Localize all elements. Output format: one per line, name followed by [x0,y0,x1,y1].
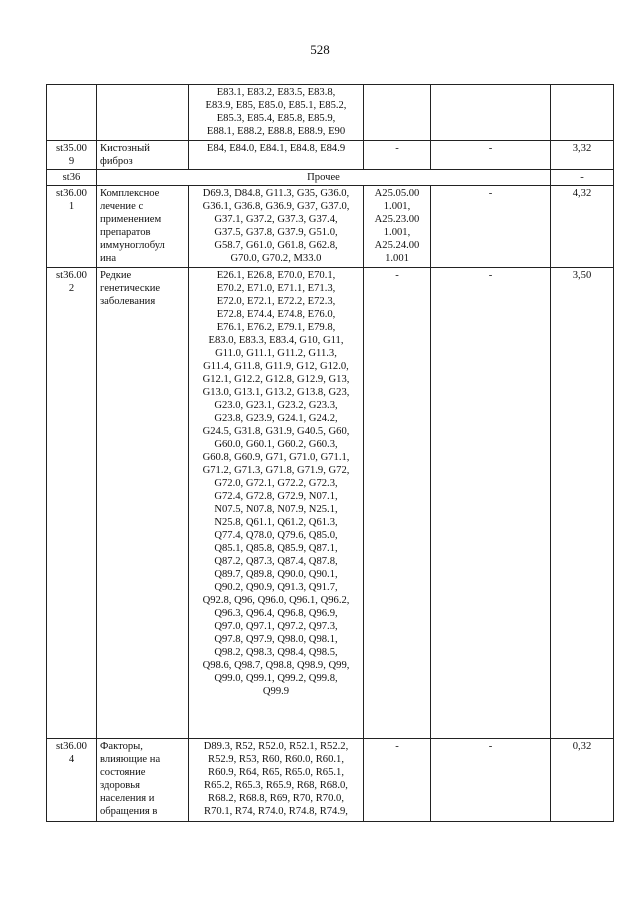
icd-codes-cell: D89.3, R52, R52.0, R52.1, R52.2, R52.9, R53, R60, R60.0, R60.1, R60.9, R64, R65, R65.0, R65.1, R65.2, R65.3, R65.9, R68, R68.0, R68.2, R68.8, R69, R70, R70.0, R70.1, R74, R74.0, R74.8, R74.9, [189,739,364,822]
coefficient-cell: 4,32 [551,186,614,268]
table-row [47,268,614,739]
table-row [47,739,614,822]
coefficient-cell: 0,32 [551,739,614,822]
coefficient-cell: 3,32 [551,141,614,170]
group-name-cell: Факторы, влияющие на состояние здоровья населения и обращения в [97,739,189,822]
coefficient-cell: - [551,170,614,186]
tariff-table [46,84,614,822]
additional-criteria-cell: - [431,141,551,170]
table-row [47,186,614,268]
additional-criteria-cell: - [431,186,551,268]
profile-code-cell: st36 [47,170,97,186]
group-name-cell: Комплексное лечение с применением препаратов иммуноглобул ина [97,186,189,268]
additional-criteria-cell [431,85,551,141]
page-number: 528 [310,42,330,57]
table-row [47,141,614,170]
service-code-cell: - [364,268,431,739]
service-code-cell: A25.05.00 1.001, A25.23.00 1.001, A25.24.00 1.001 [364,186,431,268]
group-code-cell: st35.00 9 [47,141,97,170]
icd-codes-cell: E83.1, E83.2, E83.5, E83.8, E83.9, E85, E85.0, E85.1, E85.2, E85.3, E85.4, E85.8, E85.9, E88.1, E88.2, E88.8, E88.9, E90 [189,85,364,141]
group-code-cell [47,85,97,141]
group-name-cell [97,85,189,141]
additional-criteria-cell: - [431,739,551,822]
profile-row [47,170,614,186]
service-code-cell: - [364,739,431,822]
icd-codes-cell: E84, E84.0, E84.1, E84.8, E84.9 [189,141,364,170]
coefficient-cell [551,85,614,141]
coefficient-cell: 3,50 [551,268,614,739]
group-code-cell: st36.00 4 [47,739,97,822]
table-row [47,85,614,141]
group-name-cell: Редкие генетические заболевания [97,268,189,739]
group-code-cell: st36.00 1 [47,186,97,268]
icd-codes-cell: D69.3, D84.8, G11.3, G35, G36.0, G36.1, G36.8, G36.9, G37, G37.0, G37.1, G37.2, G37.3, G37.4, G37.5, G37.8, G37.9, G51.0, G58.7, G61.0, G61.8, G62.8, G70.0, G70.2, M33.0 [189,186,364,268]
additional-criteria-cell: - [431,268,551,739]
service-code-cell: - [364,141,431,170]
service-code-cell [364,85,431,141]
group-name-cell: Кистозный фиброз [97,141,189,170]
icd-codes-cell: E26.1, E26.8, E70.0, E70.1, E70.2, E71.0, E71.1, E71.3, E72.0, E72.1, E72.2, E72.3, E72.8, E74.4, E74.8, E76.0, E76.1, E76.2, E79.1, E79.8, E83.0, E83.3, E83.4, G10, G11, G11.0, G11.1, G11.2, G11.3, G11.4, G11.8, G11.9, G12, G12.0, G12.1, G12.2, G12.8, G12.9, G13, G13.0, G13.1, G13.2, G13.8, G23, G23.0, G23.1, G23.2, G23.3, G23.8, G23.9, G24.1, G24.2, G24.5, G31.8, G31.9, G40.5, G60, G60.0, G60.1, G60.2, G60.3, G60.8, G60.9, G71, G71.0, G71.1, G71.2, G71.3, G71.8, G71.9, G72, G72.0, G72.1, G72.2, G72.3, G72.4, G72.8, G72.9, N07.1, N07.5, N07.8, N07.9, N25.1, N25.8, Q61.1, Q61.2, Q61.3, Q77.4, Q78.0, Q79.6, Q85.0, Q85.1, Q85.8, Q85.9, Q87.1, Q87.2, Q87.3, Q87.4, Q87.8, Q89.7, Q89.8, Q90.0, Q90.1, Q90.2, Q90.9, Q91.3, Q91.7, Q92.8, Q96, Q96.0, Q96.1, Q96.2, Q96.3, Q96.4, Q96.8, Q96.9, Q97.0, Q97.1, Q97.2, Q97.3, Q97.8, Q97.9, Q98.0, Q98.1, Q98.2, Q98.3, Q98.4, Q98.5, Q98.6, Q98.7, Q98.8, Q98.9, Q99, Q99.0, Q99.1, Q99.2, Q99.8, Q99.9 [189,268,364,739]
profile-name-cell: Прочее [97,170,551,186]
group-code-cell: st36.00 2 [47,268,97,739]
